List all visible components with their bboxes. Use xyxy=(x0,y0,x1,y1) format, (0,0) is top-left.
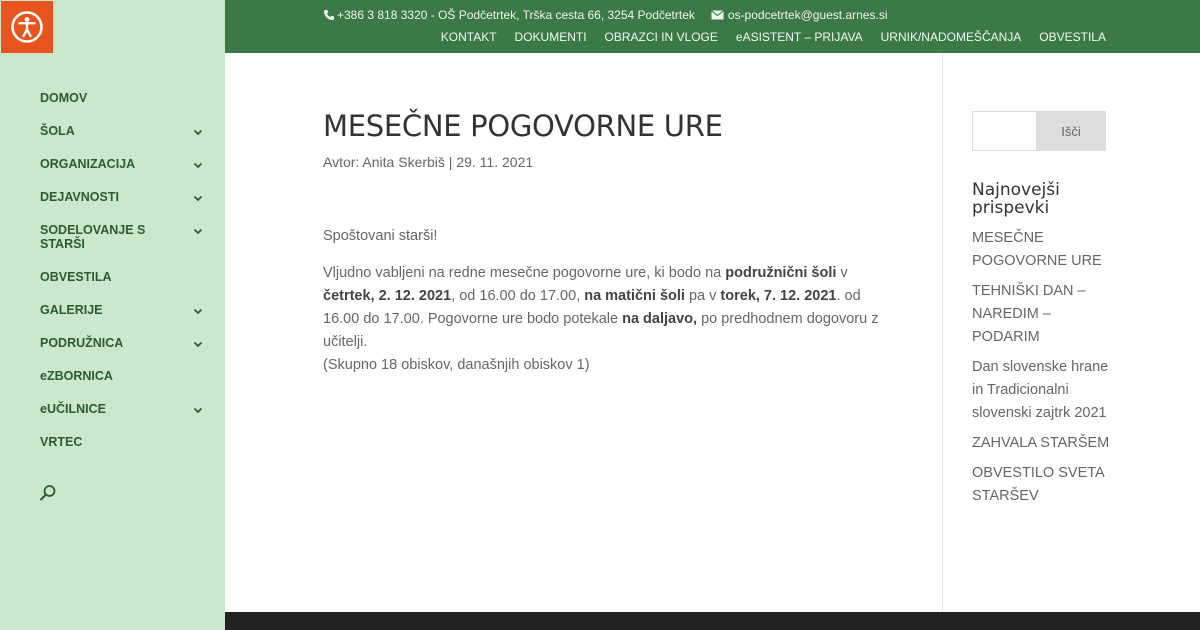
sidebar-item-domov[interactable] xyxy=(0,86,225,119)
body-text: . od 16.00 do 17.00. Pogovorne ure bodo potekale xyxy=(323,288,861,327)
post-body xyxy=(323,225,898,377)
main-navigation xyxy=(0,86,225,463)
recent-posts-heading: Najnovejši prispevki xyxy=(972,180,1060,218)
sidebar-item-label: SODELOVANJE S STARŠI xyxy=(40,223,146,251)
recent-posts-list xyxy=(972,227,1112,508)
chevron-down-icon[interactable] xyxy=(192,305,204,317)
chevron-down-icon[interactable] xyxy=(192,225,204,237)
chevron-down-icon[interactable] xyxy=(192,126,204,138)
recent-post-link[interactable]: ZAHVALA STARŠEM xyxy=(972,435,1110,451)
sidebar-item-label: ORGANIZACIJA xyxy=(40,157,136,171)
divider xyxy=(942,53,943,612)
top-link-easistent[interactable]: eASISTENT – PRIJAVA xyxy=(735,30,863,44)
body-bold: podružnični šoli xyxy=(725,265,837,281)
email-icon xyxy=(711,10,724,20)
sidebar-item-organizacija[interactable] xyxy=(0,152,225,185)
search-widget xyxy=(972,111,1106,151)
body-bold: četrtek, 2. 12. 2021 xyxy=(323,288,452,304)
sidebar-item-label: OBVESTILA xyxy=(40,270,112,284)
chevron-down-icon[interactable] xyxy=(192,159,204,171)
body-text: pa v xyxy=(684,288,721,304)
chevron-down-icon[interactable] xyxy=(192,404,204,416)
search-button[interactable]: Išči xyxy=(1036,111,1106,151)
body-bold: torek, 7. 12. 2021 xyxy=(720,288,837,304)
sidebar-item-label: PODRUŽNICA xyxy=(40,336,124,350)
phone-address: +386 3 818 3320 - OŠ Podčetrtek, Trška cesta 66, 3254 Podčetrtek xyxy=(337,8,695,22)
body-bold: na matični šoli xyxy=(584,288,685,304)
greeting: Spoštovani starši! xyxy=(323,228,438,244)
chevron-down-icon[interactable] xyxy=(192,192,204,204)
body-bold: na daljavo, xyxy=(622,311,698,327)
body-text: , od 16.00 do 17.00, xyxy=(451,288,585,304)
recent-post-link[interactable]: Dan slovenske hrane in Tradicionalni slovenski zajtrk 2021 xyxy=(972,359,1109,421)
body-paragraph xyxy=(323,262,898,354)
sidebar-item-label: VRTEC xyxy=(40,435,83,449)
contact-info xyxy=(323,8,887,22)
top-link-obvestila[interactable]: OBVESTILA xyxy=(1039,30,1106,44)
recent-post-link[interactable]: TEHNIŠKI DAN – NAREDIM – PODARIM xyxy=(972,283,1086,345)
accessibility-button[interactable] xyxy=(1,1,53,53)
body-text: po predhodnem dogovoru z učitelji. xyxy=(323,311,879,350)
article xyxy=(323,108,898,391)
sidebar-item-sola[interactable] xyxy=(0,119,225,152)
recent-post-link[interactable]: OBVESTILO SVETA STARŠEV xyxy=(972,465,1104,504)
recent-posts xyxy=(972,181,1112,515)
body-text: Vljudno vabljeni na redne mesečne pogovorne ure, ki bodo na xyxy=(323,265,726,281)
sidebar-item-eucilnice[interactable] xyxy=(0,397,225,430)
footer xyxy=(225,612,1200,630)
visit-counter: (Skupno 18 obiskov, današnjih obiskov 1) xyxy=(323,357,590,373)
sidebar-item-obvestila[interactable] xyxy=(0,265,225,298)
sidebar-item-label: eZBORNICA xyxy=(40,369,113,383)
phone-icon xyxy=(323,9,335,21)
sidebar-item-label: ŠOLA xyxy=(40,124,75,138)
sidebar-item-label: DEJAVNOSTI xyxy=(40,190,119,204)
top-header xyxy=(225,0,1200,53)
sidebar xyxy=(0,0,225,630)
top-navigation xyxy=(441,30,1106,44)
sidebar-item-label: GALERIJE xyxy=(40,303,103,317)
search-input[interactable] xyxy=(972,111,1036,151)
sidebar-item-vrtec[interactable] xyxy=(0,430,225,463)
accessibility-icon xyxy=(10,10,44,44)
sidebar-item-galerije[interactable] xyxy=(0,298,225,331)
top-link-obrazci[interactable]: OBRAZCI IN VLOGE xyxy=(604,30,718,44)
top-link-kontakt[interactable]: KONTAKT xyxy=(440,30,497,44)
page-title: MESEČNE POGOVORNE URE xyxy=(323,109,723,143)
top-link-dokumenti[interactable]: DOKUMENTI xyxy=(514,30,587,44)
sidebar-item-dejavnosti[interactable] xyxy=(0,185,225,218)
chevron-down-icon[interactable] xyxy=(192,338,204,350)
sidebar-item-sodelovanje[interactable] xyxy=(0,218,225,265)
search-icon[interactable] xyxy=(39,484,57,502)
sidebar-item-podruznica[interactable] xyxy=(0,331,225,364)
recent-post-link[interactable]: MESEČNE POGOVORNE URE xyxy=(972,230,1102,269)
sidebar-item-label: eUČILNICE xyxy=(40,402,106,416)
sidebar-item-ezbornica[interactable] xyxy=(0,364,225,397)
top-link-urnik[interactable]: URNIK/NADOMEŠČANJA xyxy=(880,30,1022,44)
email-link[interactable]: os-podcetrtek@guest.arnes.si xyxy=(727,8,888,22)
body-text: v xyxy=(836,265,848,281)
sidebar-item-label: DOMOV xyxy=(40,91,88,105)
post-meta: Avtor: Anita Skerbiš | 29. 11. 2021 xyxy=(323,154,534,170)
